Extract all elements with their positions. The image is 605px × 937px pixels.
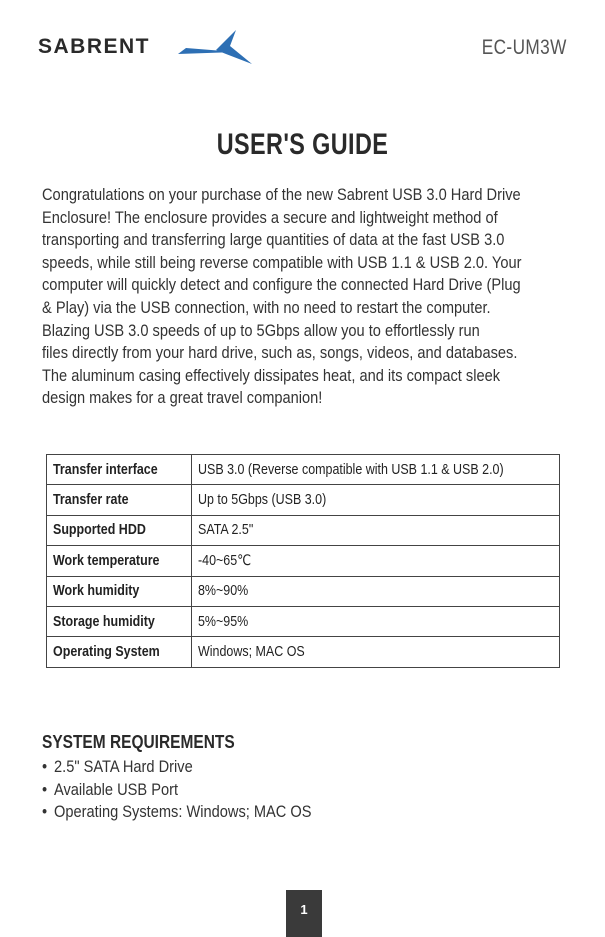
spec-value: -40~65℃ — [197, 552, 251, 569]
intro-line: files directly from your hard drive, such as, songs, videos, and databases. — [42, 343, 518, 363]
page-title: USER'S GUIDE — [216, 128, 389, 161]
intro-line: & Play) via the USB connection, with no need to restart the computer. — [42, 297, 491, 317]
list-item: • Available USB Port — [42, 779, 312, 802]
table-row — [47, 485, 560, 515]
spec-value: 8%~90% — [197, 583, 248, 600]
intro-line: computer will quickly detect and configure the connected Hard Drive (Plug — [42, 275, 521, 295]
spec-label: Storage humidity — [53, 613, 155, 630]
spec-value: 5%~95% — [197, 613, 248, 630]
spec-label: Supported HDD — [53, 522, 146, 539]
spec-value: USB 3.0 (Reverse compatible with USB 1.1 & USB 2.0) — [197, 461, 504, 478]
intro-line: Congratulations on your purchase of the new Sabrent USB 3.0 Hard Drive — [42, 185, 521, 204]
spec-label: Work temperature — [53, 552, 160, 569]
intro-paragraph — [42, 184, 524, 410]
list-item: • 2.5" SATA Hard Drive — [42, 756, 312, 779]
spec-label: Transfer interface — [53, 461, 158, 478]
swoosh-icon — [176, 24, 256, 68]
table-row — [47, 546, 560, 576]
intro-line: Enclosure! The enclosure provides a secure and lightweight method of — [42, 207, 498, 227]
table-row — [47, 455, 560, 485]
spec-value: Up to 5Gbps (USB 3.0) — [197, 492, 326, 509]
intro-line: The aluminum casing effectively dissipates heat, and its compact sleek — [42, 365, 501, 385]
sabrent-logo — [38, 24, 228, 68]
intro-line: Blazing USB 3.0 speeds of up to 5Gbps allow you to effortlessly run — [42, 320, 480, 340]
spec-value: SATA 2.5" — [197, 522, 253, 539]
page-number: 1 — [286, 890, 322, 937]
requirements-list — [42, 756, 312, 824]
table-row — [47, 637, 560, 667]
specs-table — [46, 454, 560, 668]
intro-line: speeds, while still being reverse compatible with USB 1.1 & USB 2.0. Your — [42, 252, 522, 272]
spec-label: Work humidity — [53, 583, 140, 600]
intro-line: transporting and transferring large quantities of data at the fast USB 3.0 — [42, 230, 505, 250]
table-row — [47, 576, 560, 606]
table-row — [47, 515, 560, 545]
spec-value: Windows; MAC OS — [197, 644, 305, 661]
brand-name: SABRENT — [38, 35, 151, 58]
list-item: • Operating Systems: Windows; MAC OS — [42, 801, 312, 824]
requirements-heading: SYSTEM REQUIREMENTS — [42, 732, 235, 752]
table-row — [47, 606, 560, 636]
intro-line: design makes for a great travel companion! — [42, 388, 323, 408]
spec-label: Operating System — [53, 644, 160, 661]
spec-label: Transfer rate — [53, 492, 129, 509]
model-number: EC-UM3W — [481, 36, 567, 59]
